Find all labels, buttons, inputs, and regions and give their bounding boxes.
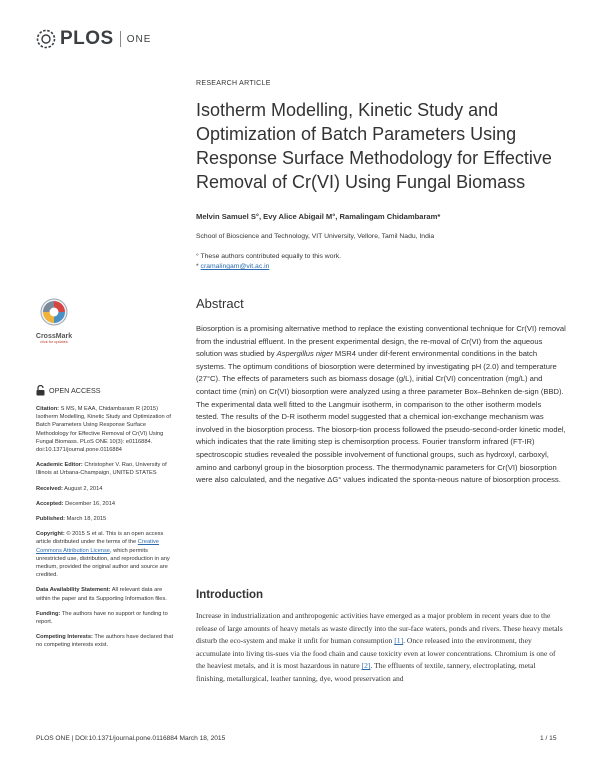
introduction-heading: Introduction [196,589,264,601]
funding-block [36,610,178,626]
competing-interests-text: The authors have declared that no competing interests exist. [36,634,174,649]
data-availability-block [36,586,178,602]
crossmark-label: CrossMark [35,333,73,340]
corresponding-author [196,262,341,272]
page-number: 1 / 15 [540,735,557,742]
email-prefix: * [196,263,201,270]
equal-contribution-note: ° These authors contributed equally to this work. [196,253,342,260]
plos-wordmark: PLOS [60,28,114,49]
funding-label: Funding: [36,610,61,617]
published-label: Published: [36,516,66,523]
accepted-date: December 16, 2014 [63,500,116,507]
reference-link-1[interactable]: [1] [394,636,404,646]
crossmark-icon [39,297,69,327]
editor-text: Christopher V. Rao, University of Illinois at Urbana-Champaign, UNITED STATES [36,462,167,477]
abstract-part-2: MSR4 under dif-ferent environmental conditions in the batch systems. The optimum conditions of biosorption were determined by investigating pH (2.0) and temperature (27°C). The effects of parameters such as biomass dosage (g/L), initial Cr(VI) concentration (mg/L) and contact time (min) on Cr(VI) biosorption were analyzed using a three parameter Box–Behnken de-sign (BBD). The experimental data well fitted to the Langmuir isotherm, in comparison to the other isotherm models tested. The results of the D-R isotherm model suggested that a chemical ion-exchange mechanism was involved in the biosorption process. The biosorp-tion process followed the pseudo-second-order kinetic model, which indicates that the rate limiting step is chemisorption process. Fourier transform infrared (FT-IR) spectroscopic studies revealed the possible involvement of functional groups, such as hydroxyl, carboxyl, amino and carbonyl group in the biosorption process. The thermodynamic parameters for Cr(VI) biosorption were also calculated, and the negative ΔG° values indicated the sponta-neous nature of biosorption process. [196,349,566,485]
introduction-body [196,610,566,686]
author-notes [196,252,341,272]
intro-part-1: Increase in industrialization and anthropogenic activities have emerged as a major problem in recent years due to the release of large amounts of heavy metals as waste directly into the sur-face waters, ponds and rivers. These heavy metals disturb the eco-system and make it unfit for human consumption [196,611,563,646]
open-lock-icon [36,385,45,396]
author-list: Melvin Samuel S°, Evy Alice Abigail M°, Ramalingam Chidambaram* [196,212,441,221]
plos-one-logo [36,28,151,50]
crossmark-sublabel: click for updates [40,340,68,344]
published-block [36,515,178,523]
accepted-block [36,500,178,508]
reference-link-2[interactable]: [2] [361,661,371,671]
crossmark-badge[interactable] [34,297,74,344]
copyright-label: Copyright: [36,531,65,538]
published-date: March 18, 2015 [65,516,107,523]
logo-divider [120,31,121,47]
citation-block [36,405,178,454]
abstract-body [196,323,566,487]
article-title: Isotherm Modelling, Kinetic Study and Optimization of Batch Parameters Using Response Surface Methodology for Effective Removal of Cr(VI) Using Fungal Biomass [196,100,552,192]
plos-logo-icon [36,29,56,49]
open-access-badge [36,385,101,396]
citation-label: Citation: [36,406,60,412]
article-type: RESEARCH ARTICLE [196,80,271,87]
one-wordmark: ONE [126,33,152,45]
competing-interests-block [36,633,178,649]
open-access-label: OPEN ACCESS [49,386,101,395]
competing-interests-label: Competing Interests: [36,634,93,641]
received-block [36,485,178,493]
accepted-label: Accepted: [36,500,64,507]
abstract-heading: Abstract [196,296,244,311]
editor-block [36,461,178,477]
received-label: Received: [36,485,63,492]
organism-name: Aspergillus niger [276,349,333,359]
editor-label: Academic Editor: [36,462,83,469]
affiliation: School of Bioscience and Technology, VIT University, Vellore, Tamil Nadu, India [196,233,435,240]
copyright-text-a: © 2015 S et al. This is an open access article distributed under the terms of the [36,531,164,546]
copyright-block [36,530,178,579]
citation-text: S MS, M EAA, Chidambaram R (2015) Isotherm Modelling, Kinetic Study and Optimization of Batch Parameters Using Response Surface Methodology for Effective Removal of Cr(VI) Using Fungal Biomass. PLoS ONE 10(3): e0116884. doi:10.1371/journal.pone.0116884 [36,406,171,454]
intro-part-2: . Once released into the environment, they accumulate into living tis-sues via the food chain and cause toxicity even at lower concentrations. Chromium is one of the heaviest metals, and it is most hazardous in nature [196,636,556,671]
footer-citation: PLOS ONE | DOI:10.1371/journal.pone.0116884 March 18, 2015 [36,735,226,742]
intro-part-3: . The effluents of textile, tannery, electroplating, metal finishing, metallurgical, leather tanning, dye, wood preservation and [196,661,536,683]
funding-text: The authors have no support or funding to report. [36,610,168,626]
abstract-part-1: Biosorption is a promising alternative method to replace the existing conventional technique for Cr(VI) removal from the industrial effluent. In the present experimental design, the re-moval of Cr(VI) from the aqueous solution was studied by [196,324,566,359]
received-date: August 2, 2014 [62,485,103,492]
data-availability-label: Data Availability Statement: [36,587,111,594]
article-info-sidebar [36,405,178,657]
email-link[interactable]: cramalingam@vit.ac.in [200,263,270,270]
data-availability-text: All relevant data are within the paper and its Supporting Information files. [36,587,167,602]
copyright-text-b: , which permits unrestricted use, distribution, and reproduction in any medium, provided the original author and source are credited. [36,547,170,579]
cc-license-link[interactable]: Creative Commons Attribution License [36,539,159,554]
